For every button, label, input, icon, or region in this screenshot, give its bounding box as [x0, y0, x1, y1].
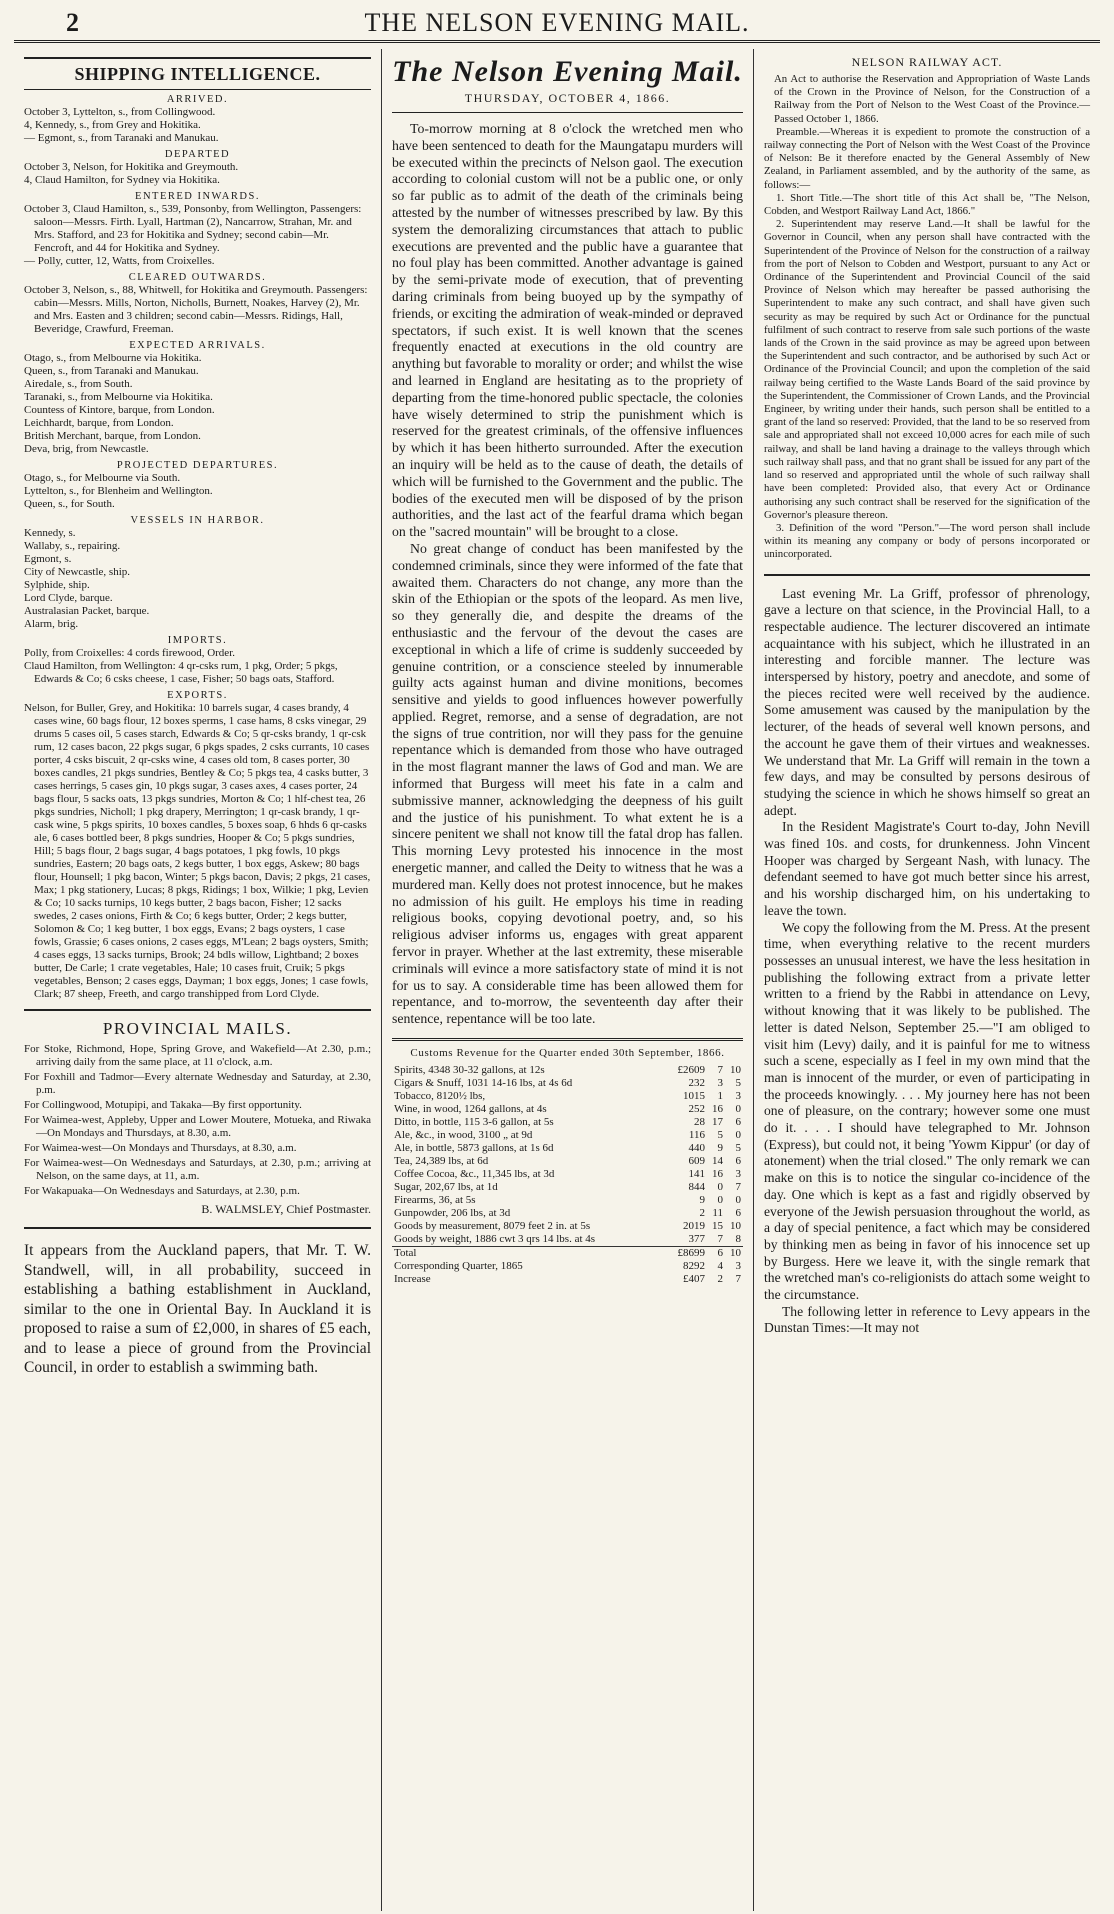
shipping-entry: 4, Kennedy, s., from Grey and Hokitika.	[24, 119, 201, 131]
shipping-subheading: DEPARTED	[164, 149, 231, 160]
customs-shillings: 3	[717, 1077, 723, 1090]
customs-item: Tobacco, 8120½ lbs,	[394, 1090, 486, 1103]
customs-pence: 0	[735, 1103, 741, 1116]
table-row	[392, 1155, 743, 1168]
shipping-entry: Deva, brig, from Newcastle.	[24, 443, 149, 455]
shipping-subheading: IMPORTS.	[167, 635, 228, 646]
customs-pence: 10	[730, 1220, 741, 1233]
shipping-entry: Leichhardt, barque, from London.	[24, 417, 174, 429]
customs-shillings: 9	[717, 1142, 723, 1155]
mails-title: PROVINCIAL MAILS.	[24, 1009, 371, 1039]
customs-shillings: 5	[717, 1129, 723, 1142]
customs-item: Ditto, in bottle, 115 3-6 gallon, at 5s	[394, 1116, 554, 1129]
customs-shillings: 6	[717, 1247, 723, 1260]
editorial-body	[392, 113, 743, 1028]
page-header	[14, 0, 1100, 43]
customs-shillings: 1	[717, 1090, 723, 1103]
railway-act-paragraph: 2. Superintendent may reserve Land.—It shall be lawful for the Governor in Council, when any person shall have contracted with the Superintendent of the Province of Nelson for the construction of a railway from the port of Nelson to Cobden and Westport, pursuant to any Act or Ordinance of the Superintendent and Provincial Council of the said Province of Nelson which may hereafter be passed authorising the Superintendent to make any such contract, and shall have given such security as may be required by such Act or Ordinance for the punctual fulfilment of such contract to reserve from sale such portions of the waste lands of the Crown in the said province as may be agreed upon between the Superintendent and such contractor, and be authorised by such Act or Ordinance of the Provincial Council; and upon the completion of the said railway being certified to the Waste Lands Board of the said province by the Superintendent, the Commissioner of Crown Lands, and the Provincial Engineer, by writing under their hands, such person shall be entitled to a grant of the land so reserved: Provided, that the land to be so reserved from sale and appropriated shall not exceed 10,000 acres for each mile of such railway, and shall be land having a drainage to the valleys through which such railway shall pass, and that no grant shall be issued for any part of the land so reserved and appropriated until the whole of such railway shall have been completed: Provided also, that every Act or Ordinance authorising any such contract shall be reserved for the signification of the Governor's pleasure thereon.	[764, 218, 1090, 521]
customs-pence: 7	[735, 1181, 741, 1194]
customs-shillings: 0	[717, 1181, 723, 1194]
news-paragraph: Last evening Mr. La Griff, professor of phrenology, gave a lecture on that science, in the Provincial Hall, to a respectable audience. The lecturer discovered an intimate acquaintance with his subject, which he illustrated in an interesting and forcible manner. The lecture was interspersed by history, poetry and anecdote, and some of the pieces recited were well received by the audience. Some amusement was caused by the manipulation by the lecturer, of the heads of several well known persons, and the account he gave them of their virtues and weaknesses. We understand that Mr. La Griff will remain in the town a few days, and may be consulted by persons desirous of studying the science in which he shows himself so great an adept.	[764, 585, 1090, 818]
customs-shillings: 14	[712, 1155, 723, 1168]
shipping-subheading: ARRIVED.	[166, 94, 229, 105]
shipping-entry: Airedale, s., from South.	[24, 378, 133, 390]
shipping-entry: — Egmont, s., from Taranaki and Manukau.	[24, 132, 219, 144]
customs-pence: 0	[735, 1194, 741, 1207]
customs-pounds: 28	[694, 1116, 705, 1129]
shipping-entry: City of Newcastle, ship.	[24, 566, 131, 578]
customs-pence: 0	[735, 1129, 741, 1142]
table-row	[392, 1142, 743, 1155]
customs-shillings: 11	[712, 1207, 723, 1220]
shipping-entry: Egmont, s.	[24, 553, 72, 565]
customs-table	[392, 1064, 743, 1286]
customs-item: Corresponding Quarter, 1865	[394, 1260, 523, 1273]
table-row	[392, 1194, 743, 1207]
customs-item: Cigars & Snuff, 1031 14-16 lbs, at 4s 6d	[394, 1077, 573, 1090]
customs-pounds: 9	[699, 1194, 705, 1207]
customs-pounds: 440	[688, 1142, 705, 1155]
shipping-subheading: EXPECTED ARRIVALS.	[129, 340, 266, 351]
customs-item: Increase	[394, 1273, 431, 1286]
table-row	[392, 1090, 743, 1103]
shipping-entry: Kennedy, s.	[24, 527, 76, 539]
shipping-entry: Sylphide, ship.	[24, 579, 90, 591]
customs-pence: 3	[735, 1090, 741, 1103]
railway-act-paragraph: Preamble.—Whereas it is expedient to promote the construction of a railway connecting the Port of Nelson with the West Coast of the Province of Nelson: Be it therefore enacted by the General Assembly of New Zealand, in Parliament assembled, and by the authority of the same, as follows:—	[764, 125, 1090, 191]
customs-pounds: 844	[688, 1181, 705, 1194]
shipping-entry: Otago, s., from Melbourne via Hokitika.	[24, 352, 202, 364]
column-railway-news	[754, 49, 1100, 1911]
column-editorial	[382, 49, 754, 1911]
customs-pounds: 2019	[683, 1220, 705, 1233]
mail-entry: For Foxhill and Tadmor—Every alternate Wednesday and Saturday, at 2.30, p.m.	[24, 1071, 371, 1096]
customs-item: Wine, in wood, 1264 gallons, at 4s	[394, 1103, 547, 1116]
customs-shillings: 2	[717, 1273, 723, 1286]
mails-list	[24, 1043, 371, 1198]
railway-act-title: NELSON RAILWAY ACT.	[851, 55, 1003, 69]
customs-item: Firearms, 36, at 5s	[394, 1194, 476, 1207]
customs-pence: 3	[735, 1168, 741, 1181]
page-number: 2	[66, 8, 79, 37]
table-row	[392, 1207, 743, 1220]
customs-pence: 8	[735, 1233, 741, 1246]
table-row	[392, 1103, 743, 1116]
table-row	[392, 1220, 743, 1233]
shipping-subheading: CLEARED OUTWARDS.	[128, 272, 267, 283]
customs-item: Coffee Cocoa, &c., 11,345 lbs, at 3d	[394, 1168, 555, 1181]
customs-item: Goods by measurement, 8079 feet 2 in. at 5s	[394, 1220, 591, 1233]
shipping-entry: Queen, s., from Taranaki and Manukau.	[24, 365, 199, 377]
customs-pounds: £8699	[677, 1247, 705, 1260]
shipping-entry: Taranaki, s., from Melbourne via Hokitika.	[24, 391, 213, 403]
mail-entry: For Collingwood, Motupipi, and Takaka—By first opportunity.	[24, 1099, 302, 1111]
customs-shillings: 0	[717, 1194, 723, 1207]
shipping-entry: October 3, Nelson, s., 88, Whitwell, for Hokitika and Greymouth. Passengers: cabin—Messrs. Mills, Norton, Nicholls, Burnett, Noakes, Harvey (2), Mr. and Mrs. Easten and 3 children; second cabin—Messrs. Ridings, Hall, Beveridge, Crawfurd, Freeman.	[24, 284, 368, 335]
customs-revenue	[392, 1038, 743, 1286]
railway-act-paragraph: 3. Definition of the word "Person."—The word person shall include within its meaning any company or body of persons incorporated or unincorporated.	[764, 521, 1090, 561]
customs-item: Goods by weight, 1886 cwt 3 qrs 14 lbs. at 4s	[394, 1233, 596, 1246]
editorial-paragraph: No great change of conduct has been manifested by the condemned criminals, since they were informed of the fate that awaited them. Characters do not change, any more than the skin of the Ethiopian or the spots of the leopard. As men live, so they generally die, and despite the dreams of the enthusiastic and the fervour of the devout the cases are exceptional in which a life of crime is suddenly succeeded by genuine contrition, or a conscience steeled by innumerable guilty acts against human and divine monitions, becomes sensitive and yields to good influences however powerfully applied. Regret, remorse, and a sense of degradation, are not the signs of true contrition, nor will they pass for the genuine repentance which is demanded from those who have outraged in the most flagrant manner the laws of God and man. We are informed that Burgess will meet his fate in a calm and submissive manner, acknowledging the deepness of his guilt and the justice of his punishment. To what extent he is a sincere penitent we shall not know till the fatal drop has fallen. This morning Levy protested his innocence in the most energetic manner, and called the Deity to witness that he was a murdered man. Kelly does not protest innocence, but he makes no admission of his guilt. He employs his time in reading religious books, copying devotional poetry, and, so his religious adviser informs us, engages with great apparent fervor in prayer. Whether at the last extremity, these miserable criminals will evince a more satisfactory state of mind it is not for us to say. A considerable time has been allowed them for repentance, and to-morrow, the seventeenth day after their sentence, repentance will be too late.	[392, 540, 743, 1027]
customs-pence: 10	[730, 1064, 741, 1077]
table-row	[392, 1129, 743, 1142]
news-paragraph: We copy the following from the M. Press. At the present time, when everything relative to the recent murders possesses an unusual interest, we have the less hesitation in publishing the following extract from a private letter written to a friend by the Rabbi in attendance on Levy, without knowing that it was likely to be published. The letter is dated Nelson, September 25.—"I am obliged to visit him (Levy) daily, and it is painful for me to witness such a scene, especially as I feel in my own mind that the man is innocent of the murder, or even of participating in the proceeds knowingly. . . . My journey here has not been one of pleasure, on the contrary; however some one must do it. . . . I should have telegraphed to Mr. Johnson (Express), but could not, it being 'Yowm Kippur' (or day of atonement) when the trial closed." The only remark we can make on this is to notice the singular co-incidence of the day. One which is kept as a fast and rigidly observed by everyone of the Jewish persuasion throughout the world, as a day of special penitence, a fact which may be considered by thinking men as being in favor of his innocence set up by Burgess. Here we leave it, with the single remark that the wretched man's co-religionists do attach some weight to the circumstance.	[764, 919, 1090, 1303]
shipping-entry: Wallaby, s., repairing.	[24, 540, 121, 552]
customs-pounds: 1015	[683, 1090, 705, 1103]
shipping-entry: Australasian Packet, barque.	[24, 605, 150, 617]
customs-shillings: 17	[712, 1116, 723, 1129]
customs-item: Ale, &c., in wood, 3100 „ at 9d	[394, 1129, 533, 1142]
customs-shillings: 7	[717, 1064, 723, 1077]
table-row	[392, 1247, 743, 1261]
shipping-entry: Claud Hamilton, from Wellington: 4 qr-csks rum, 1 pkg, Order; 5 pkgs, Edwards & Co; 6 csks cheese, 1 case, Fisher; 50 bags oats, Stafford.	[24, 660, 338, 685]
mail-entry: For Waimea-west, Appleby, Upper and Lower Moutere, Motueka, and Riwaka—On Mondays and Thursdays, at 8.30, a.m.	[24, 1114, 371, 1139]
table-row	[392, 1233, 743, 1247]
customs-pence: 5	[735, 1077, 741, 1090]
shipping-entry: Nelson, for Buller, Grey, and Hokitika: 10 barrels sugar, 4 cases brandy, 4 cases wine, 60 bags flour, 12 boxes sperms, 1 case hams, 8 csks vinegar, 29 drums 5 cases oil, 5 cases starch, Edwards & Co; 5 qr-csks brandy, 1 qr-csk rum, 12 cases bacon, 22 pkgs sugar, 6 pkgs spades, 2 csks currants, 10 cases porter, 4 csks biscuit, 2 qr-csks wine, 4 cases old tom, 8 cases porter, 30 boxes candles, 21 pkgs sundries, Bentley & Co; 5 pkgs tea, 4 casks butter, 3 cases herrings, 5 cases gin, 10 pkgs sugar, 3 cases axes, 4 cases porter, 24 bags flour, 5 sacks oats, 13 pkgs sundries, Morton & Co; 1 hlf-chest tea, 26 pkgs sundries, Nicholl; 1 pkg drapery, Merrington; 1 qr-cask brandy, 1 qr-cask wine, 5 pkgs spirits, 10 boxes candles, 5 boxes soap, 6 hhds 6 qr-casks ale, 6 cases bottled beer, 8 pkgs sundries, Hooper & Co; 5 pkgs sundries, Hill; 5 bags flour, 2 bags sugar, 4 bags potatoes, 1 pkg fowls, 10 pkgs sundries, Eastern; 20 bags oats, 2 kegs butter, 1 box eggs, Askew; 80 bags flour, Hounsell; 1 pkg bacon, Winter; 5 pkgs bacon, Davis; 2 pkgs, 21 cases, Max; 1 pkg stationery, Lucas; 8 pkgs, Ridings; 1 box, Wilkie; 1 pkg, Levien & Co; 10 sacks turnips, 10 kegs butter, 2 bags bacon, Fisher; 12 sacks swedes, 2 cases onions, Firth & Co; 6 kegs butter, Order; 2 kegs butter, Solomon & Co; 1 keg butter, 1 box eggs, Evans; 2 bags oysters, 1 case fowls, Grassie; 6 cases onions, 2 cases eggs, M'Lean; 2 bags oysters, Smith; 4 cases eggs, 13 sacks turnips, Brook; 24 bdls willow, Lightband; 2 boxes butter, De Carle; 1 crate vegetables, Hale; 10 cases fruit, Cruik; 5 pkgs vegetables, Benson; 2 cases eggs, Dayman; 1 box eggs, Jones; 1 case fowls, Clark; 87 sheep, Freeth, and cargo transhipped from Lord Clyde.	[24, 702, 371, 1000]
customs-pounds: 377	[688, 1233, 705, 1246]
table-row	[392, 1273, 743, 1286]
bathing-article: It appears from the Auckland papers, that Mr. T. W. Standwell, will, in all probability, succeed in establishing a bathing establishment in Auckland, similar to the one in Oriental Bay. In Auckland it is proposed to raise a sum of £2,000, in shares of £5 each, and to lease a piece of ground from the Provincial Council, in order to establish a swimming bath.	[24, 1227, 371, 1378]
shipping-entry: Otago, s., for Melbourne via South.	[24, 472, 181, 484]
column-shipping	[14, 49, 382, 1911]
customs-pence: 10	[730, 1247, 741, 1260]
shipping-entry: Polly, from Croixelles: 4 cords firewood, Order.	[24, 647, 235, 659]
customs-pence: 3	[735, 1260, 741, 1273]
table-row	[392, 1077, 743, 1090]
customs-pence: 6	[735, 1116, 741, 1129]
customs-item: Sugar, 202,67 lbs, at 1d	[394, 1181, 498, 1194]
table-row	[392, 1260, 743, 1273]
customs-shillings: 15	[712, 1220, 723, 1233]
customs-shillings: 4	[717, 1260, 723, 1273]
customs-shillings: 16	[712, 1103, 723, 1116]
customs-item: Spirits, 4348 30-32 gallons, at 12s	[394, 1064, 545, 1077]
table-row	[392, 1168, 743, 1181]
shipping-entry: October 3, Lyttelton, s., from Collingwood.	[24, 106, 216, 118]
shipping-entry: Alarm, brig.	[24, 618, 79, 630]
shipping-entry: British Merchant, barque, from London.	[24, 430, 201, 442]
railway-act-paragraph: 1. Short Title.—The short title of this Act shall be, "The Nelson, Cobden, and Westport Railway Land Act, 1866."	[764, 191, 1090, 218]
customs-pounds: 252	[688, 1103, 705, 1116]
customs-pence: 6	[735, 1155, 741, 1168]
news-paragraph: The following letter in reference to Levy appears in the Dunstan Times:—It may not	[764, 1303, 1090, 1336]
shipping-entry: — Polly, cutter, 12, Watts, from Croixelles.	[24, 255, 215, 267]
mail-entry: For Wakapuaka—On Wednesdays and Saturdays, at 2.30, p.m.	[24, 1185, 300, 1197]
mail-entry: For Waimea-west—On Wednesdays and Saturdays, at 2.30, p.m.; arriving at Nelson, on the same days, at 11, a.m.	[24, 1157, 371, 1182]
mail-entry: For Waimea-west—On Mondays and Thursdays, at 8.30, a.m.	[24, 1142, 297, 1154]
customs-pounds: 232	[688, 1077, 705, 1090]
table-row	[392, 1064, 743, 1077]
shipping-subheading: VESSELS IN HARBOR.	[130, 515, 265, 526]
customs-pounds: 141	[688, 1168, 705, 1181]
customs-item: Ale, in bottle, 5873 gallons, at 1s 6d	[394, 1142, 554, 1155]
table-row	[392, 1116, 743, 1129]
customs-pence: 6	[735, 1207, 741, 1220]
paper-title: THE NELSON EVENING MAIL.	[364, 8, 750, 37]
customs-item: Total	[394, 1247, 417, 1260]
customs-item: Tea, 24,389 lbs, at 6d	[394, 1155, 489, 1168]
customs-pounds: 2	[699, 1207, 705, 1220]
shipping-entry: Lord Clyde, barque.	[24, 592, 113, 604]
shipping-subheading: ENTERED INWARDS.	[135, 191, 260, 202]
shipping-subheading: EXPORTS.	[167, 690, 228, 701]
customs-item: Gunpowder, 206 lbs, at 3d	[394, 1207, 511, 1220]
customs-pence: 5	[735, 1142, 741, 1155]
customs-pounds: 8292	[683, 1260, 705, 1273]
mail-entry: For Stoke, Richmond, Hope, Spring Grove, and Wakefield—At 2.30, p.m.; arriving daily from the same place, at 11 o'clock, a.m.	[24, 1043, 371, 1068]
customs-pounds: 116	[688, 1129, 705, 1142]
customs-pounds: 609	[688, 1155, 705, 1168]
shipping-entry: 4, Claud Hamilton, for Sydney via Hokitika.	[24, 174, 220, 186]
postmaster-signature: B. WALMSLEY, Chief Postmaster.	[201, 1202, 371, 1216]
shipping-entry: Queen, s., for South.	[24, 498, 115, 510]
shipping-sections	[24, 94, 371, 1001]
local-news	[764, 574, 1090, 1338]
shipping-entry: October 3, Claud Hamilton, s., 539, Ponsonby, from Wellington, Passengers: saloon—Messrs. Firth. Lyall, Hartman (2), Nancarrow, Strahan, Mr. and Mrs. Stafford, and 23 for Hokitika and Sydney; second cabin—Mr. Fencroft, and 44 for Hokitika and Sydney.	[24, 203, 362, 254]
columns	[14, 49, 1100, 1911]
shipping-entry: Lyttelton, s., for Blenheim and Wellington.	[24, 485, 213, 497]
shipping-subheading: PROJECTED DEPARTURES.	[116, 460, 279, 471]
shipping-entry: October 3, Nelson, for Hokitika and Greymouth.	[24, 161, 239, 173]
customs-pounds: £2609	[677, 1064, 705, 1077]
customs-shillings: 16	[712, 1168, 723, 1181]
customs-shillings: 7	[717, 1233, 723, 1246]
editorial-date: THURSDAY, OCTOBER 4, 1866.	[464, 91, 671, 105]
customs-pounds: £407	[683, 1273, 705, 1286]
railway-act-body	[764, 73, 1090, 562]
shipping-entry: Countess of Kintore, barque, from London.	[24, 404, 215, 416]
table-row	[392, 1181, 743, 1194]
shipping-title: SHIPPING INTELLIGENCE.	[24, 57, 371, 90]
editorial-paragraph: To-morrow morning at 8 o'clock the wretched men who have been sentenced to death for the Maungatapu murders will be executed within the precincts of Nelson gaol. The execution according to colonial custom will not be a public one, or only so far public as to admit of the death of the criminals being attested by the number of witnesses prescribed by law. By this system the demoralizing circumstances that attach to public executions are prevented and the public have a guarantee that no foul play has been committed. Another advantage is gained by the semi-private mode of execution, that of preventing daring criminals from being buoyed up by the sympathy of friends, or exciting the admiration of weak-minded or depraved spectators, if such exist. It is well known that the scenes frequently enacted at executions in the old country are anything but favorable to morality or order; and whilst the wise and learned in England are hesitating as to the propriety of departing from the time-honored public spectacle, the colonies have wisely determined to strip the punishment which is reserved for the greatest criminals, of the offensive influences by which it has been hitherto surrounded. After the execution an inquiry will be held as to the cause of death, the details of which will be furnished to the Government and the public. The bodies of the executed men will be disposed of by the prison authorities, and the last act of the fearful drama which began on the "sacred mountain" will be brought to a close.	[392, 121, 743, 540]
editorial-masthead-title: The Nelson Evening Mail.	[392, 55, 743, 88]
editorial-masthead	[392, 55, 743, 113]
customs-title: Customs Revenue for the Quarter ended 30th September, 1866.	[410, 1047, 725, 1060]
railway-act-paragraph: An Act to authorise the Reservation and Appropriation of Waste Lands of the Crown in the Province of Nelson, for the Construction of a Railway from the Port of Nelson to the West Coast of the Province.—Passed October 1, 1866.	[774, 73, 1090, 125]
news-paragraph: In the Resident Magistrate's Court to-day, John Nevill was fined 10s. and costs, for drunkenness. John Vincent Hooper was charged by Sergeant Nash, with lunacy. The defendant seemed to have got much better since his arrest, and his worship discharged him, on his undertaking to leave the town.	[764, 819, 1090, 918]
customs-pence: 7	[735, 1273, 741, 1286]
